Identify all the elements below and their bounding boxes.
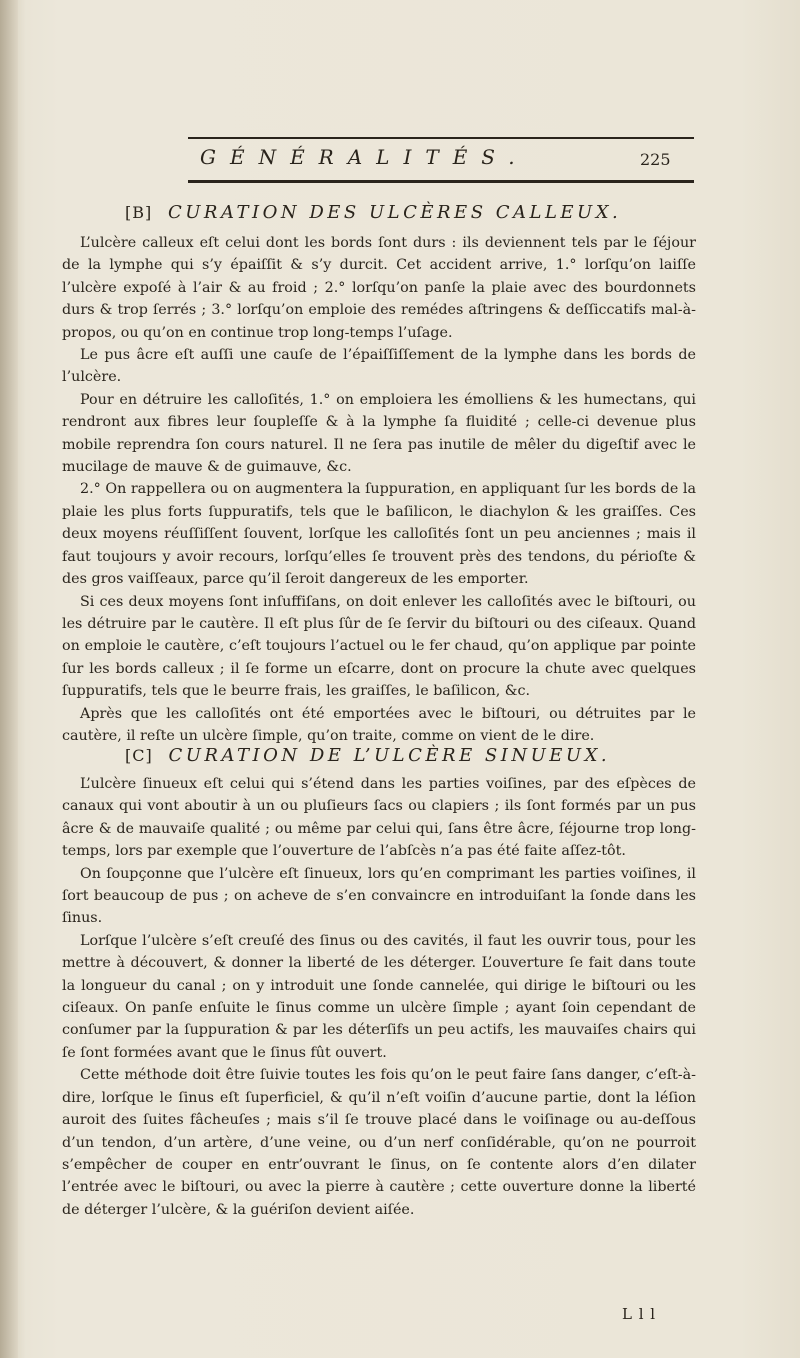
section-heading-c bbox=[125, 745, 610, 766]
page-gutter-shadow bbox=[0, 0, 18, 1358]
page-number: 225 bbox=[640, 150, 671, 169]
section-label: [B] bbox=[125, 203, 153, 222]
header-rule-top bbox=[188, 137, 694, 139]
paragraph: L’ulcère ſinueux eſt celui qui s’étend dans les parties voiſines, par des eſpèces de canaux qui vont aboutir à un ou pluſieurs ſacs ou clapiers ; ils ſont formés par un pus âcre & de mauvaiſe qualité ; ou même par celui qui, ſans être âcre, ſéjourne trop long-temps, lors par exemple que l’ouverture de l’abſcès n’a pas été faite aſſez-tôt. bbox=[62, 776, 696, 860]
header-rule-bottom bbox=[188, 180, 694, 183]
signature-mark: L l l bbox=[622, 1305, 657, 1323]
section-b-body bbox=[62, 232, 696, 747]
running-head: GÉNÉRALITÉS. bbox=[200, 145, 529, 169]
paragraph: Lorſque l’ulcère s’eſt creuſé des ſinus ou des cavités, il faut les ouvrir tous, pour les mettre à découvert, & donner la liberté de les déterger. L’ouverture ſe fait dans toute la longueur du canal ; on y introduit une ſonde cannelée, qui dirige le biſtouri ou les ciſeaux. On panſe enſuite le ſinus comme un ulcère ſimple ; ayant ſoin cependant de conſumer par la ſuppuration & par les déterſifs un peu actifs, les mauvaiſes chairs qui ſe ſont formées avant que le ſinus fût ouvert. bbox=[62, 932, 696, 1061]
section-c-body bbox=[62, 773, 696, 1221]
section-title: CURATION DE L’ULCÈRE SINUEUX. bbox=[168, 745, 611, 766]
section-heading-b bbox=[125, 202, 621, 223]
paragraph: Le pus âcre eſt auſſi une cauſe de l’épaiſſiſſement de la lymphe dans les bords de l’ulcère. bbox=[62, 347, 696, 386]
section-label: [C] bbox=[125, 746, 153, 765]
paragraph: Après que les calloſités ont été emportées avec le biſtouri, ou détruites par le cautère, il reſte un ulcère ſimple, qu’on traite, comme on vient de le dire. bbox=[62, 705, 696, 744]
paragraph: Si ces deux moyens ſont inſuffiſans, on doit enlever les calloſités avec le biſtouri, ou les détruire par le cautère. Il eſt plus ſûr de ſe ſervir du biſtouri ou des ciſeaux. Quand on emploie le cautère, c’eſt toujours l’actuel ou le fer chaud, qu’on applique par pointe ſur les bords calleux ; il ſe forme un eſcarre, dont on procure la chute avec quelques ſuppuratifs, tels que le beurre frais, les graiſſes, le baſilicon, &c. bbox=[62, 593, 696, 700]
paragraph: Cette méthode doit être ſuivie toutes les fois qu’on le peut faire ſans danger, c’eſt-à-dire, lorſque le ſinus eſt ſuperficiel, & qu’il n’eſt voiſin d’aucune partie, dont la léſion auroit des ſuites fâcheuſes ; mais s’il ſe trouve placé dans le voiſinage ou au-deſſous d’un tendon, d’un artère, d’une veine, ou d’un nerf conſidérable, qu’on ne pourroit s’empêcher de couper en entr’ouvrant le ſinus, on ſe contente alors d’en dilater l’entrée avec le biſtouri, ou avec la pierre à cautère ; cette ouverture donne la liberté de déterger l’ulcère, & la guériſon devient aiſée. bbox=[62, 1067, 696, 1218]
paragraph: L’ulcère calleux eſt celui dont les bords ſont durs : ils deviennent tels par le ſéjour de la lymphe qui s’y épaiſſit & s’y durcit. Cet accident arrive, 1.° lorſqu’on laiſſe l’ulcère expoſé à l’air & au froid ; 2.° lorſqu’on panſe la plaie avec des bourdonnets durs & trop ſerrés ; 3.° lorſqu’on emploie des remédes aſtringens & deſſiccatifs mal-à-propos, ou qu’on en continue trop long-temps l’uſage. bbox=[62, 235, 696, 341]
paragraph: Pour en détruire les calloſités, 1.° on emploiera les émolliens & les humectans, qui rendront aux fibres leur ſoupleſſe & à la lymphe ſa fluidité ; celle-ci devenue plus mobile reprendra ſon cours naturel. Il ne ſera pas inutile de mêler du digeſtif avec le mucilage de mauve & de guimauve, &c. bbox=[62, 391, 696, 476]
paragraph: On ſoupçonne que l’ulcère eſt ſinueux, lors qu’en comprimant les parties voiſines, il ſort beaucoup de pus ; on acheve de s’en convaincre en introduiſant la ſonde dans les ſinus. bbox=[62, 865, 696, 927]
section-title: CURATION DES ULCÈRES CALLEUX. bbox=[167, 202, 622, 223]
paragraph: 2.° On rappellera ou on augmentera la ſuppuration, en appliquant ſur les bords de la plaie les plus forts ſuppuratifs, tels que le baſilicon, le diachylon & les graiſſes. Ces deux moyens réuſſiſſent ſouvent, lorſque les calloſités ſont un peu anciennes ; mais il faut toujours y avoir recours, lorſqu’elles ſe trouvent près des tendons, du périoſte & des gros vaiſſeaux, parce qu’il ſeroit dangereux de les emporter. bbox=[62, 481, 696, 588]
